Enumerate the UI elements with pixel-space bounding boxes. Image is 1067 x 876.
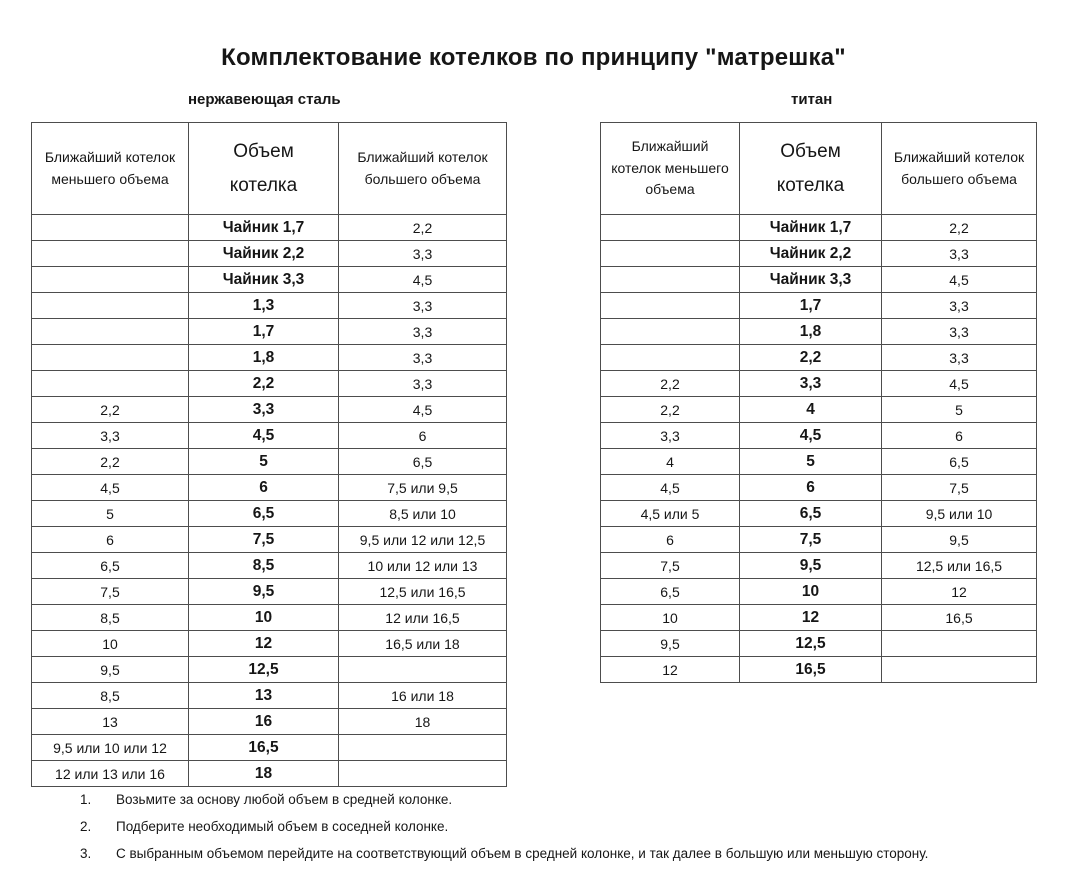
- table-row: [32, 475, 507, 501]
- cell-larger-volume: 6,5: [882, 449, 1037, 475]
- table-row: [32, 241, 507, 267]
- table-row: [601, 423, 1037, 449]
- instructions-list: [80, 792, 928, 873]
- cell-pot-volume: 1,3: [189, 293, 339, 319]
- header-pot-volume: Объем котелка: [740, 123, 882, 215]
- header-smaller-volume: Ближайший котелок меньшего объема: [32, 123, 189, 215]
- cell-larger-volume: 7,5 или 9,5: [339, 475, 507, 501]
- cell-pot-volume: 5: [189, 449, 339, 475]
- subtitle-stainless-steel: нержавеющая сталь: [188, 91, 341, 108]
- instruction-number: 3.: [80, 845, 92, 861]
- table-row: [32, 397, 507, 423]
- table-row: [601, 449, 1037, 475]
- cell-pot-volume: 16,5: [740, 657, 882, 683]
- cell-pot-volume: 6,5: [740, 501, 882, 527]
- cell-smaller-volume: 6: [601, 527, 740, 553]
- table-row: [32, 761, 507, 787]
- table-row: [601, 319, 1037, 345]
- cell-smaller-volume: [32, 267, 189, 293]
- cell-smaller-volume: 7,5: [601, 553, 740, 579]
- cell-larger-volume: [339, 657, 507, 683]
- cell-smaller-volume: [32, 319, 189, 345]
- table-row: [32, 683, 507, 709]
- cell-pot-volume: 12,5: [740, 631, 882, 657]
- cell-larger-volume: 4,5: [882, 267, 1037, 293]
- table-row: [32, 709, 507, 735]
- table-row: [32, 293, 507, 319]
- cell-pot-volume: 4,5: [189, 423, 339, 449]
- table-row: [601, 605, 1037, 631]
- cell-larger-volume: 9,5 или 12 или 12,5: [339, 527, 507, 553]
- cell-smaller-volume: 6: [32, 527, 189, 553]
- cell-pot-volume: 7,5: [740, 527, 882, 553]
- cell-pot-volume: Чайник 1,7: [189, 215, 339, 241]
- cell-smaller-volume: 4: [601, 449, 740, 475]
- cell-larger-volume: 3,3: [339, 241, 507, 267]
- cell-smaller-volume: 6,5: [601, 579, 740, 605]
- cell-smaller-volume: 9,5 или 10 или 12: [32, 735, 189, 761]
- cell-smaller-volume: 12: [601, 657, 740, 683]
- cell-smaller-volume: 10: [601, 605, 740, 631]
- instruction-text: Возьмите за основу любой объем в средней колонке.: [116, 792, 453, 807]
- cell-pot-volume: 3,3: [740, 371, 882, 397]
- table-row: [601, 527, 1037, 553]
- cell-smaller-volume: 8,5: [32, 605, 189, 631]
- cell-pot-volume: 18: [189, 761, 339, 787]
- table-row: [601, 215, 1037, 241]
- cell-larger-volume: 16,5: [882, 605, 1037, 631]
- cell-pot-volume: 10: [740, 579, 882, 605]
- cell-larger-volume: 2,2: [339, 215, 507, 241]
- cell-smaller-volume: [601, 241, 740, 267]
- table-row: [32, 553, 507, 579]
- instruction-number: 1.: [80, 792, 92, 807]
- stainless-steel-table: [31, 122, 507, 787]
- cell-smaller-volume: [32, 371, 189, 397]
- table-row: [32, 657, 507, 683]
- instruction-item: [80, 846, 928, 863]
- cell-larger-volume: 18: [339, 709, 507, 735]
- cell-larger-volume: 12: [882, 579, 1037, 605]
- cell-smaller-volume: 9,5: [601, 631, 740, 657]
- cell-pot-volume: Чайник 3,3: [740, 267, 882, 293]
- cell-smaller-volume: 2,2: [601, 397, 740, 423]
- cell-smaller-volume: 3,3: [601, 423, 740, 449]
- table-row: [32, 579, 507, 605]
- titanium-table-body: [601, 215, 1037, 683]
- cell-larger-volume: 6,5: [339, 449, 507, 475]
- cell-pot-volume: 1,8: [189, 345, 339, 371]
- cell-pot-volume: 4: [740, 397, 882, 423]
- cell-smaller-volume: [601, 267, 740, 293]
- cell-pot-volume: 6: [740, 475, 882, 501]
- cell-smaller-volume: [32, 241, 189, 267]
- cell-larger-volume: 3,3: [882, 345, 1037, 371]
- cell-larger-volume: 3,3: [339, 345, 507, 371]
- cell-pot-volume: 2,2: [189, 371, 339, 397]
- cell-larger-volume: 8,5 или 10: [339, 501, 507, 527]
- titanium-table: [600, 122, 1037, 683]
- page-title: Комплектование котелков по принципу "матрешка": [221, 44, 846, 71]
- cell-smaller-volume: [601, 345, 740, 371]
- cell-larger-volume: 4,5: [339, 397, 507, 423]
- cell-pot-volume: 12: [189, 631, 339, 657]
- cell-pot-volume: 8,5: [189, 553, 339, 579]
- cell-larger-volume: 7,5: [882, 475, 1037, 501]
- cell-larger-volume: 10 или 12 или 13: [339, 553, 507, 579]
- instruction-text: С выбранным объемом перейдите на соответствующий объем в средней колонке, и так далее в большую или меньшую сторону.: [116, 845, 929, 861]
- table-row: [32, 631, 507, 657]
- table-row: [601, 293, 1037, 319]
- cell-smaller-volume: 2,2: [601, 371, 740, 397]
- cell-pot-volume: 1,8: [740, 319, 882, 345]
- cell-smaller-volume: 13: [32, 709, 189, 735]
- cell-larger-volume: 4,5: [882, 371, 1037, 397]
- cell-larger-volume: 9,5 или 10: [882, 501, 1037, 527]
- header-pot-volume: Объем котелка: [189, 123, 339, 215]
- table-row: [601, 397, 1037, 423]
- instruction-item: [80, 792, 928, 809]
- cell-larger-volume: [882, 657, 1037, 683]
- cell-larger-volume: [882, 631, 1037, 657]
- cell-pot-volume: Чайник 3,3: [189, 267, 339, 293]
- cell-larger-volume: 12,5 или 16,5: [339, 579, 507, 605]
- cell-pot-volume: 4,5: [740, 423, 882, 449]
- header-larger-volume: Ближайший котелок большего объема: [339, 123, 507, 215]
- cell-smaller-volume: 6,5: [32, 553, 189, 579]
- cell-larger-volume: [339, 735, 507, 761]
- cell-larger-volume: 3,3: [882, 241, 1037, 267]
- table-header-row: [32, 123, 507, 215]
- table-row: [32, 449, 507, 475]
- table-row: [32, 215, 507, 241]
- cell-pot-volume: 9,5: [189, 579, 339, 605]
- cell-smaller-volume: 10: [32, 631, 189, 657]
- table-row: [32, 501, 507, 527]
- table-row: [601, 475, 1037, 501]
- table-row: [32, 527, 507, 553]
- cell-larger-volume: 6: [882, 423, 1037, 449]
- cell-smaller-volume: [32, 215, 189, 241]
- cell-smaller-volume: 7,5: [32, 579, 189, 605]
- cell-smaller-volume: [32, 293, 189, 319]
- cell-pot-volume: 12,5: [189, 657, 339, 683]
- cell-pot-volume: 13: [189, 683, 339, 709]
- cell-smaller-volume: [601, 215, 740, 241]
- cell-pot-volume: 16: [189, 709, 339, 735]
- cell-pot-volume: 7,5: [189, 527, 339, 553]
- cell-smaller-volume: [601, 293, 740, 319]
- cell-pot-volume: 12: [740, 605, 882, 631]
- table-header-row: [601, 123, 1037, 215]
- cell-larger-volume: 3,3: [882, 293, 1037, 319]
- table-row: [601, 579, 1037, 605]
- table-row: [32, 371, 507, 397]
- instruction-item: [80, 819, 928, 836]
- table-row: [32, 605, 507, 631]
- cell-pot-volume: 1,7: [740, 293, 882, 319]
- table-row: [601, 345, 1037, 371]
- table-row: [601, 371, 1037, 397]
- cell-smaller-volume: 4,5: [32, 475, 189, 501]
- cell-larger-volume: [339, 761, 507, 787]
- cell-smaller-volume: 12 или 13 или 16: [32, 761, 189, 787]
- cell-larger-volume: 3,3: [339, 293, 507, 319]
- cell-pot-volume: 16,5: [189, 735, 339, 761]
- table-row: [601, 501, 1037, 527]
- cell-larger-volume: 4,5: [339, 267, 507, 293]
- cell-smaller-volume: 3,3: [32, 423, 189, 449]
- cell-smaller-volume: 5: [32, 501, 189, 527]
- stainless-steel-table-body: [32, 215, 507, 787]
- cell-smaller-volume: [32, 345, 189, 371]
- cell-larger-volume: 5: [882, 397, 1037, 423]
- cell-smaller-volume: 8,5: [32, 683, 189, 709]
- cell-smaller-volume: 9,5: [32, 657, 189, 683]
- table-row: [601, 267, 1037, 293]
- table-row: [32, 423, 507, 449]
- cell-pot-volume: 9,5: [740, 553, 882, 579]
- cell-pot-volume: 1,7: [189, 319, 339, 345]
- cell-pot-volume: Чайник 2,2: [740, 241, 882, 267]
- instruction-number: 2.: [80, 818, 92, 834]
- cell-larger-volume: 3,3: [339, 319, 507, 345]
- cell-larger-volume: 12 или 16,5: [339, 605, 507, 631]
- subtitle-titanium: титан: [791, 91, 833, 108]
- table-row: [601, 553, 1037, 579]
- cell-smaller-volume: [601, 319, 740, 345]
- table-row: [601, 657, 1037, 683]
- header-larger-volume: Ближайший котелок большего объема: [882, 123, 1037, 215]
- header-smaller-volume: Ближайший котелок меньшего объема: [601, 123, 740, 215]
- cell-larger-volume: 6: [339, 423, 507, 449]
- instruction-text: Подберите необходимый объем в соседней колонке.: [116, 818, 449, 834]
- cell-larger-volume: 3,3: [882, 319, 1037, 345]
- cell-larger-volume: 12,5 или 16,5: [882, 553, 1037, 579]
- cell-larger-volume: 2,2: [882, 215, 1037, 241]
- cell-larger-volume: 16 или 18: [339, 683, 507, 709]
- cell-smaller-volume: 4,5: [601, 475, 740, 501]
- cell-larger-volume: 3,3: [339, 371, 507, 397]
- table-row: [32, 267, 507, 293]
- table-row: [32, 735, 507, 761]
- cell-pot-volume: Чайник 1,7: [740, 215, 882, 241]
- table-row: [601, 241, 1037, 267]
- cell-pot-volume: 6,5: [189, 501, 339, 527]
- cell-pot-volume: Чайник 2,2: [189, 241, 339, 267]
- cell-pot-volume: 6: [189, 475, 339, 501]
- cell-pot-volume: 2,2: [740, 345, 882, 371]
- cell-smaller-volume: 2,2: [32, 397, 189, 423]
- table-row: [32, 345, 507, 371]
- cell-smaller-volume: 4,5 или 5: [601, 501, 740, 527]
- table-row: [601, 631, 1037, 657]
- cell-pot-volume: 5: [740, 449, 882, 475]
- cell-larger-volume: 16,5 или 18: [339, 631, 507, 657]
- table-row: [32, 319, 507, 345]
- cell-pot-volume: 3,3: [189, 397, 339, 423]
- cell-larger-volume: 9,5: [882, 527, 1037, 553]
- cell-smaller-volume: 2,2: [32, 449, 189, 475]
- cell-pot-volume: 10: [189, 605, 339, 631]
